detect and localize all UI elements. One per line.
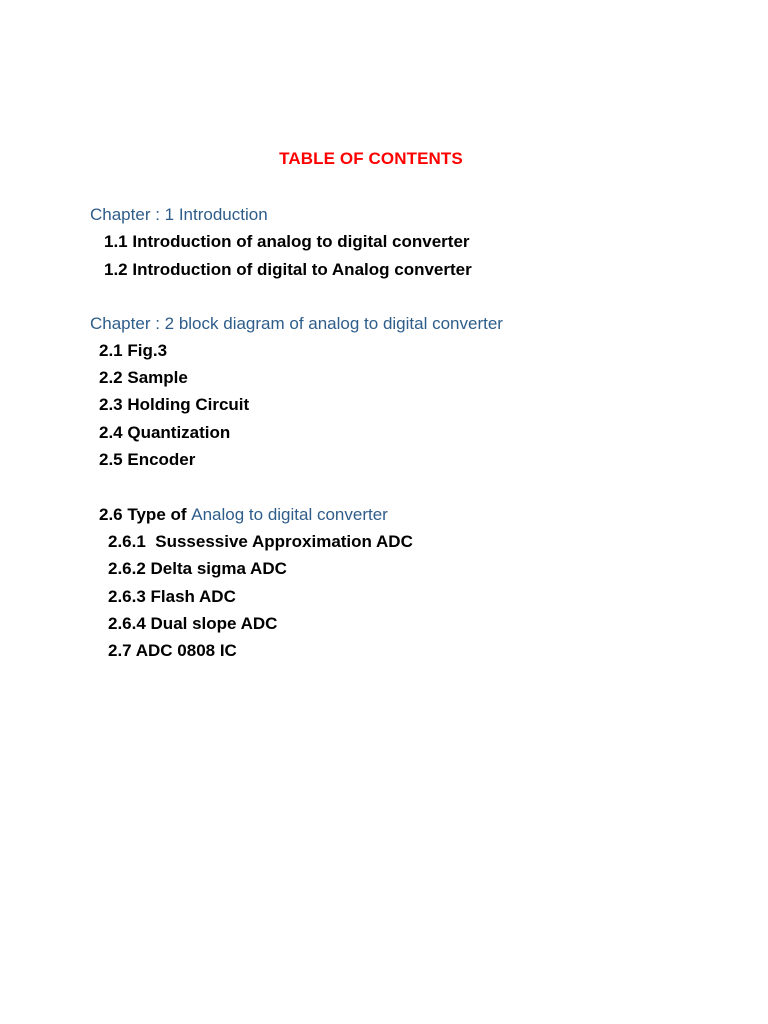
toc-item-2-6-1: 2.6.1 Sussessive Approximation ADC	[108, 532, 413, 551]
toc-item-2-1: 2.1 Fig.3	[99, 341, 168, 360]
toc-item-2-6-3: 2.6.3 Flash ADC	[108, 587, 236, 606]
toc-item-2-5: 2.5 Encoder	[99, 450, 196, 469]
toc-item-2-7: 2.7 ADC 0808 IC	[108, 641, 237, 660]
toc-title: TABLE OF CONTENTS	[279, 149, 463, 168]
toc-item-1-2: 1.2 Introduction of digital to Analog converter	[104, 260, 472, 279]
toc-item-1-1: 1.1 Introduction of analog to digital converter	[104, 232, 470, 251]
toc-item-2-3: 2.3 Holding Circuit	[99, 395, 250, 414]
toc-item-2-6-prefix: 2.6 Type of	[99, 505, 192, 524]
chapter-2-heading: Chapter : 2 block diagram of analog to digital converter	[90, 314, 503, 333]
toc-item-2-6-highlight: Analog to digital converter	[191, 505, 388, 524]
toc-item-2-4: 2.4 Quantization	[99, 423, 231, 442]
chapter-1-heading: Chapter : 1 Introduction	[90, 205, 268, 224]
toc-item-2-2: 2.2 Sample	[99, 368, 188, 387]
toc-item-2-6-2: 2.6.2 Delta sigma ADC	[108, 559, 287, 578]
toc-item-2-6	[99, 505, 388, 525]
toc-item-2-6-4: 2.6.4 Dual slope ADC	[108, 614, 278, 633]
